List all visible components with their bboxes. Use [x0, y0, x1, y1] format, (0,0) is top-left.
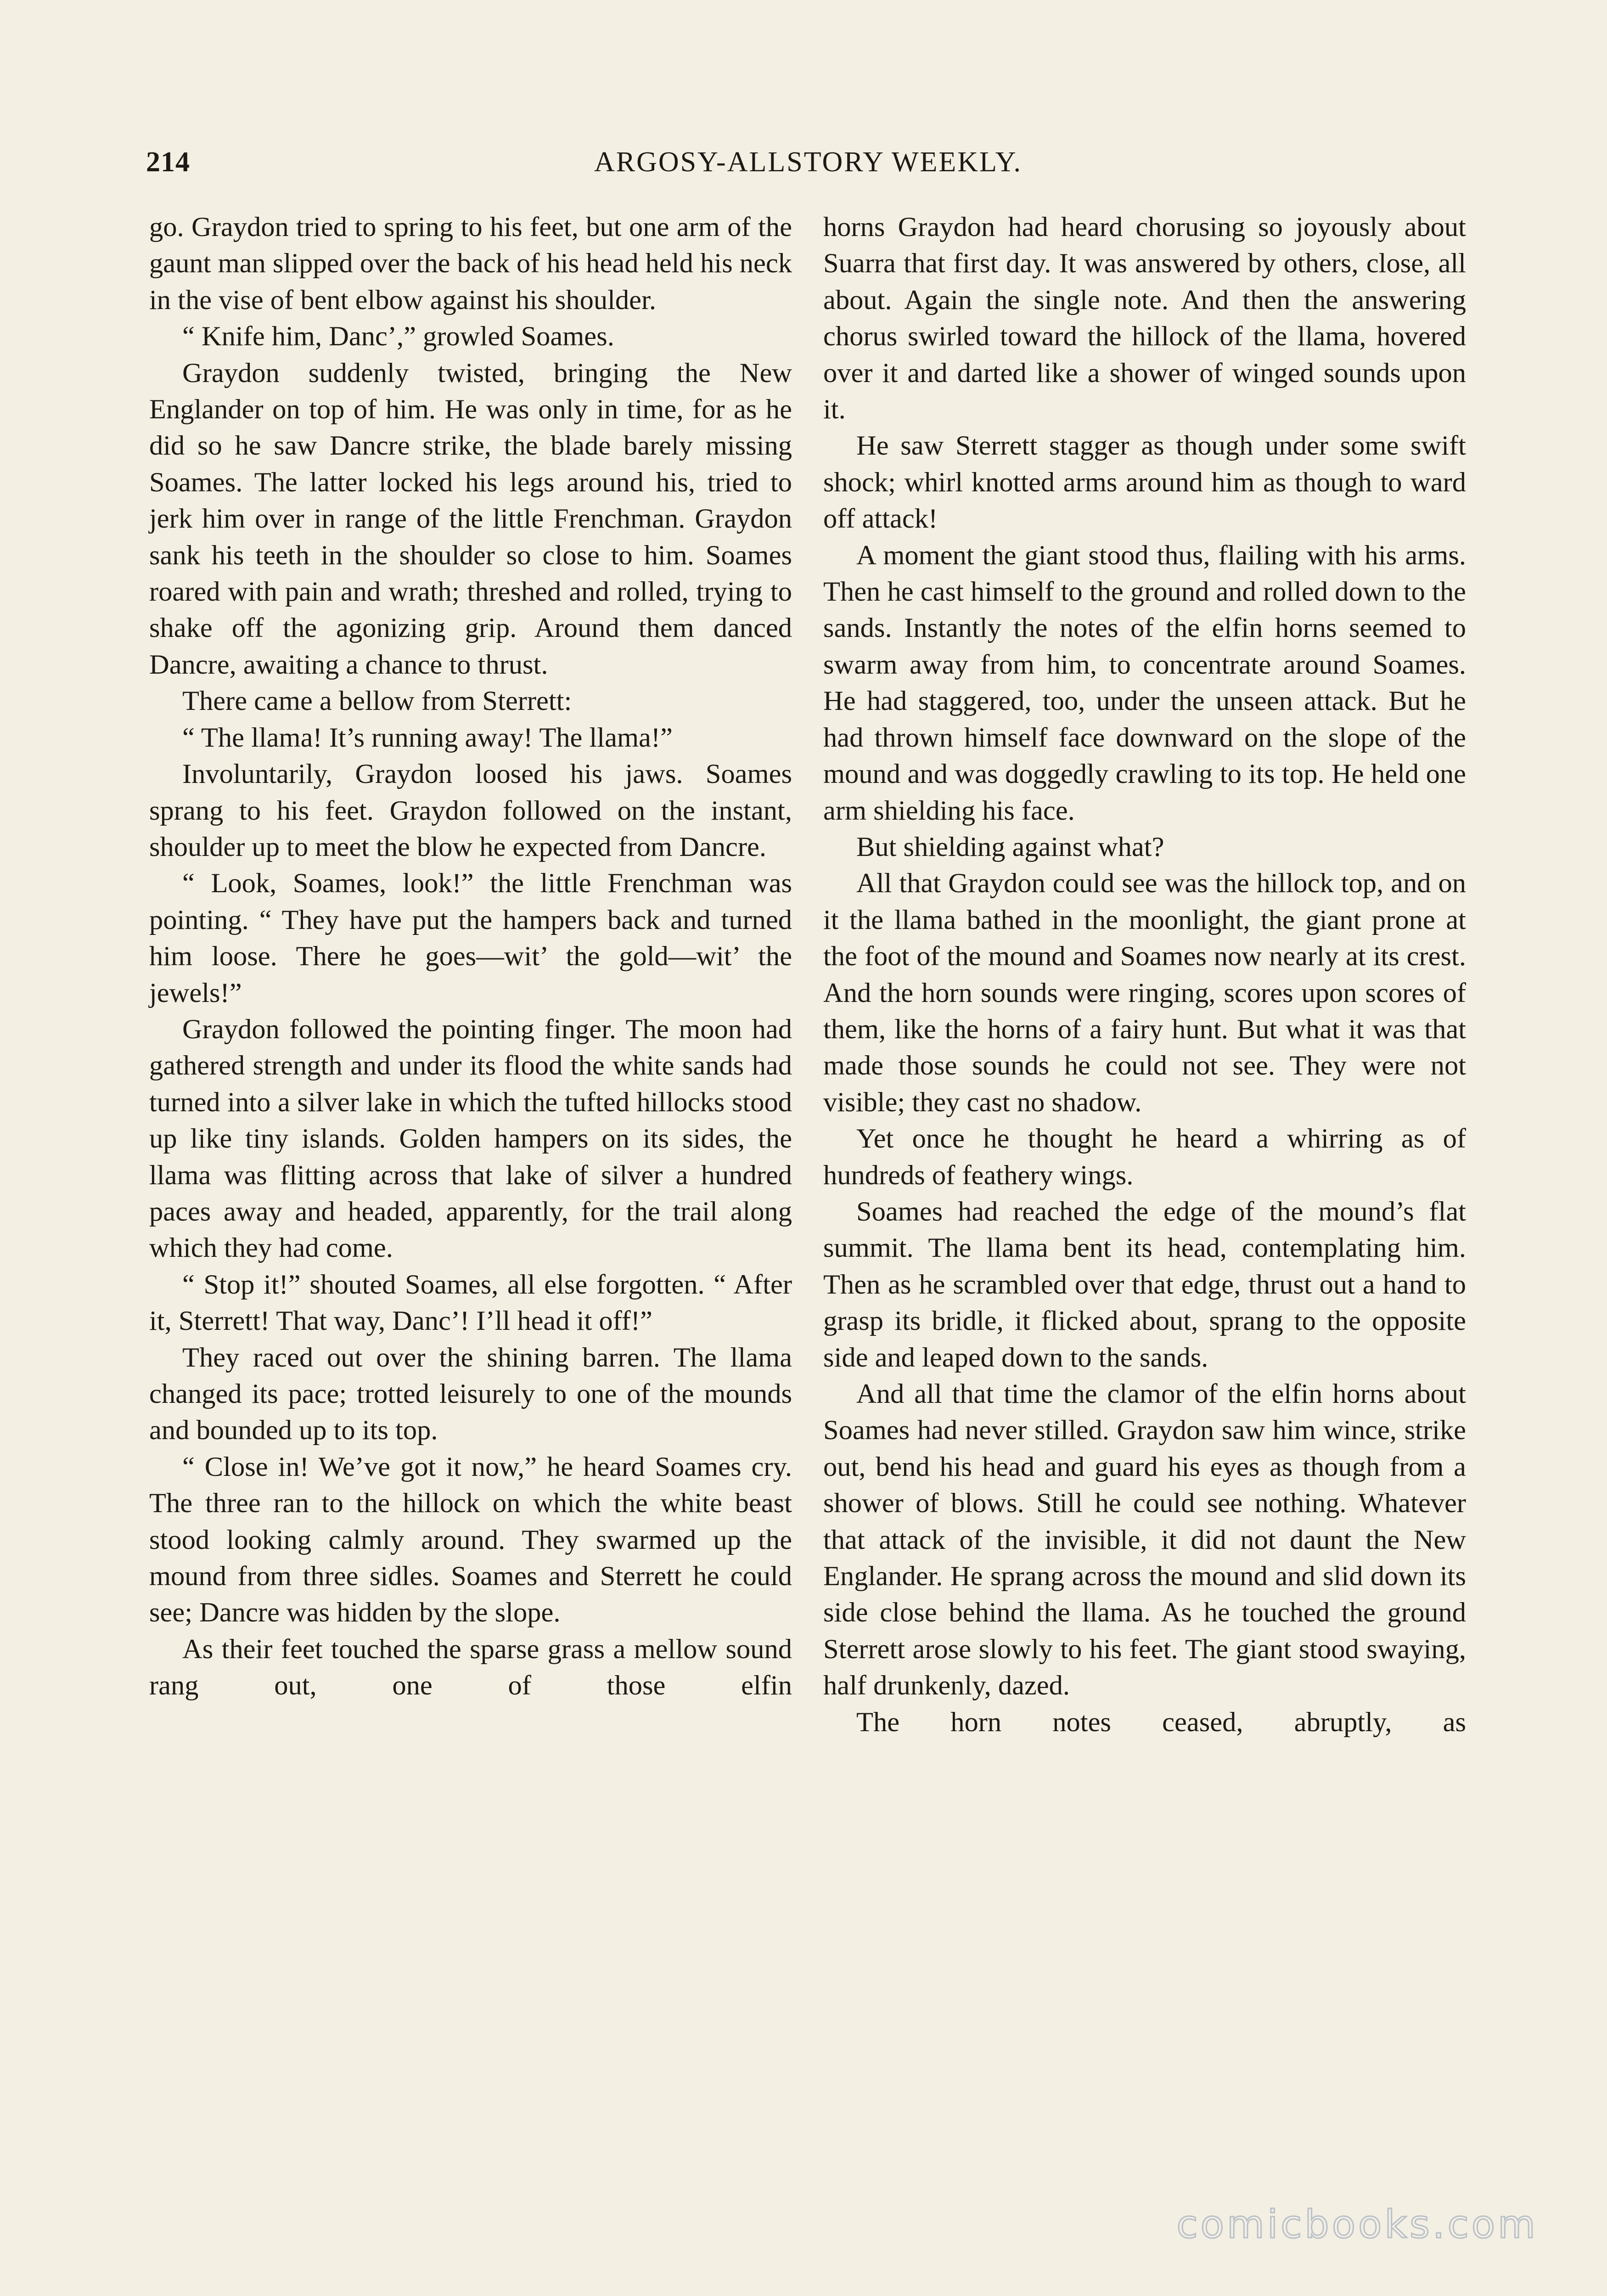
paragraph: “ The llama! It’s running away! The llama!”: [182, 722, 673, 753]
paragraph: “ Stop it!” shouted Soames, all else forgotten. “ After it, Sterrett! That way, Danc’! I’ll head it off!”: [149, 1269, 792, 1337]
paragraph: But shielding against what?: [856, 831, 1164, 862]
paragraph: Graydon followed the pointing finger. The moon had gathered strength and under its flood the white sands had turned into a silver lake in which the tufted hillocks stood up like tiny islands. Golden hampers on its sides, the llama was flitting across that lake of silver a hundred paces away and headed, apparently, for the trail along which they had come.: [149, 1013, 792, 1264]
paragraph: He saw Sterrett stagger as though under some swift shock; whirl knotted arms around him as though to ward off attack!: [823, 430, 1466, 535]
paragraph: Involuntarily, Graydon loosed his jaws. Soames sprang to his feet. Graydon followed on the instant, shoulder up to meet the blow he expected from Dancre.: [149, 759, 792, 862]
paragraph: As their feet touched the sparse grass a mellow sound rang out, one of those elfin: [149, 1633, 792, 1701]
running-head: ARGOSY-ALLSTORY WEEKLY.: [594, 146, 1022, 178]
paragraph: There came a bellow from Sterrett:: [182, 686, 572, 717]
paragraph: “ Close in! We’ve got it now,” he heard Soames cry. The three ran to the hillock on which the white beast stood looking calmly around. They swarmed up the mound from three sidles. Soames and Sterrett he could see; Dancre was hidden by the slope.: [149, 1451, 792, 1628]
watermark: comicbooks.com: [1176, 2202, 1538, 2247]
paragraph: Soames had reached the edge of the mound’s flat summit. The llama bent its head, contemplating him. Then as he scrambled over that edge, thrust out a hand to grasp its bridle, it flicked about, sprang to the opposite side and leaped down to the sands.: [823, 1196, 1466, 1373]
right-column: [823, 209, 1466, 1740]
paragraph: The horn notes ceased, abruptly, as: [856, 1706, 1466, 1738]
paragraph: Yet once he thought he heard a whirring as of hundreds of feathery wings.: [823, 1123, 1466, 1191]
paragraph: All that Graydon could see was the hillock top, and on it the llama bathed in the moonlight, the giant prone at the foot of the mound and Soames now nearly at its crest. And the horn sounds were ringing, scores upon scores of them, like the horns of a fairy hunt. But what it was that made those sounds he could not see. They were not visible; they cast no shadow.: [823, 868, 1466, 1118]
paragraph: A moment the giant stood thus, flailing with his arms. Then he cast himself to the ground and rolled down to the sands. Instantly the notes of the elfin horns seemed to swarm away from him, to concentrate around Soames. He had staggered, too, under the unseen attack. But he had thrown himself face downward on the slope of the mound and was doggedly crawling to its top. He held one arm shielding his face.: [823, 540, 1466, 826]
left-column: [149, 209, 792, 1704]
paragraph: horns Graydon had heard chorusing so joyously about Suarra that first day. It was answered by others, close, all about. Again the single note. And then the answering chorus swirled toward the hillock of the llama, hovered over it and darted like a shower of winged sounds upon it.: [823, 212, 1466, 425]
paragraph: “ Knife him, Danc’,” growled Soames.: [182, 321, 614, 352]
page-number: 214: [146, 146, 190, 178]
paragraph: “ Look, Soames, look!” the little Frenchman was pointing. “ They have put the hampers back and turned him loose. There he goes—wit’ the gold—wit’ the jewels!”: [149, 868, 792, 1008]
paragraph: And all that time the clamor of the elfin horns about Soames had never stilled. Graydon saw him wince, strike out, bend his head and guard his eyes as though from a shower of blows. Still he could see nothing. Whatever that attack of the invisible, it did not daunt the New Englander. He sprang across the mound and slid down its side close behind the llama. As he touched the ground Sterrett arose slowly to his feet. The giant stood swaying, half drunkenly, dazed.: [823, 1379, 1466, 1701]
paragraph: Graydon suddenly twisted, bringing the New Englander on top of him. He was only in time, for as he did so he saw Dancre strike, the blade barely missing Soames. The latter locked his legs around his, tried to jerk him over in range of the little Frenchman. Graydon sank his teeth in the shoulder so close to him. Soames roared with pain and wrath; threshed and rolled, trying to shake off the agonizing grip. Around them danced Dancre, awaiting a chance to thrust.: [149, 357, 792, 680]
paragraph: They raced out over the shining barren. The llama changed its pace; trotted leisurely to one of the mounds and bounded up to its top.: [149, 1342, 792, 1446]
paragraph: go. Graydon tried to spring to his feet, but one arm of the gaunt man slipped over the back of his head held his neck in the vise of bent elbow against his shoulder.: [149, 212, 792, 315]
